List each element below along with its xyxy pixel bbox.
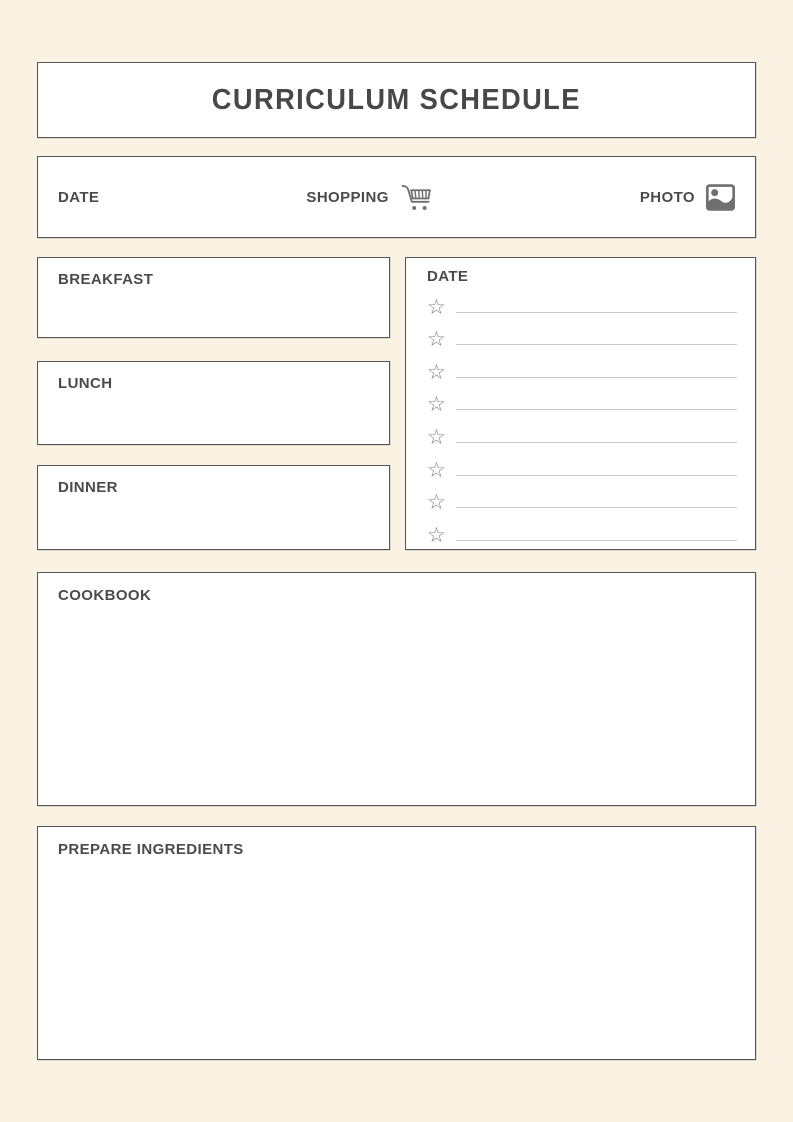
write-line [456, 442, 737, 443]
checklist-date-label: DATE [427, 268, 469, 285]
dinner-label: DINNER [58, 479, 118, 496]
write-line [456, 377, 737, 378]
cookbook-section [37, 572, 756, 806]
info-bar [37, 156, 756, 238]
title-box [37, 62, 756, 138]
prepare-ingredients-label: PREPARE INGREDIENTS [58, 841, 244, 858]
lunch-section [37, 361, 390, 445]
shopping-cart-icon [400, 183, 433, 212]
checklist-row [427, 384, 739, 417]
dinner-section [37, 465, 390, 550]
checklist-rows [427, 286, 739, 547]
checklist-row [427, 416, 739, 449]
photo-label: PHOTO [639, 188, 695, 206]
breakfast-section [37, 257, 390, 338]
photo-image-icon [706, 184, 735, 211]
shopping-group [306, 183, 432, 212]
prepare-ingredients-section [37, 826, 756, 1060]
checklist-row [427, 319, 739, 352]
cookbook-label: COOKBOOK [58, 587, 152, 604]
breakfast-label: BREAKFAST [58, 271, 154, 288]
write-line [456, 409, 737, 410]
date-label: DATE [58, 188, 100, 206]
write-line [456, 475, 737, 476]
star-icon: ☆ [427, 424, 446, 449]
star-icon: ☆ [427, 359, 446, 384]
star-icon: ☆ [427, 522, 446, 547]
checklist-row [427, 514, 739, 547]
lunch-label: LUNCH [58, 375, 113, 392]
star-icon: ☆ [427, 327, 446, 352]
checklist-row [427, 449, 739, 482]
star-icon: ☆ [427, 294, 446, 319]
write-line [456, 312, 737, 313]
star-icon: ☆ [427, 392, 446, 417]
checklist-row [427, 351, 739, 384]
photo-group [640, 184, 735, 211]
write-line [456, 540, 737, 541]
shopping-label: SHOPPING [306, 188, 389, 206]
star-icon: ☆ [427, 457, 446, 482]
page-title: CURRICULUM SCHEDULE [211, 83, 582, 116]
write-line [456, 507, 737, 508]
checklist-row [427, 286, 739, 319]
checklist-row [427, 482, 739, 515]
date-checklist-section [405, 257, 756, 550]
write-line [456, 344, 737, 345]
star-icon: ☆ [427, 490, 446, 515]
